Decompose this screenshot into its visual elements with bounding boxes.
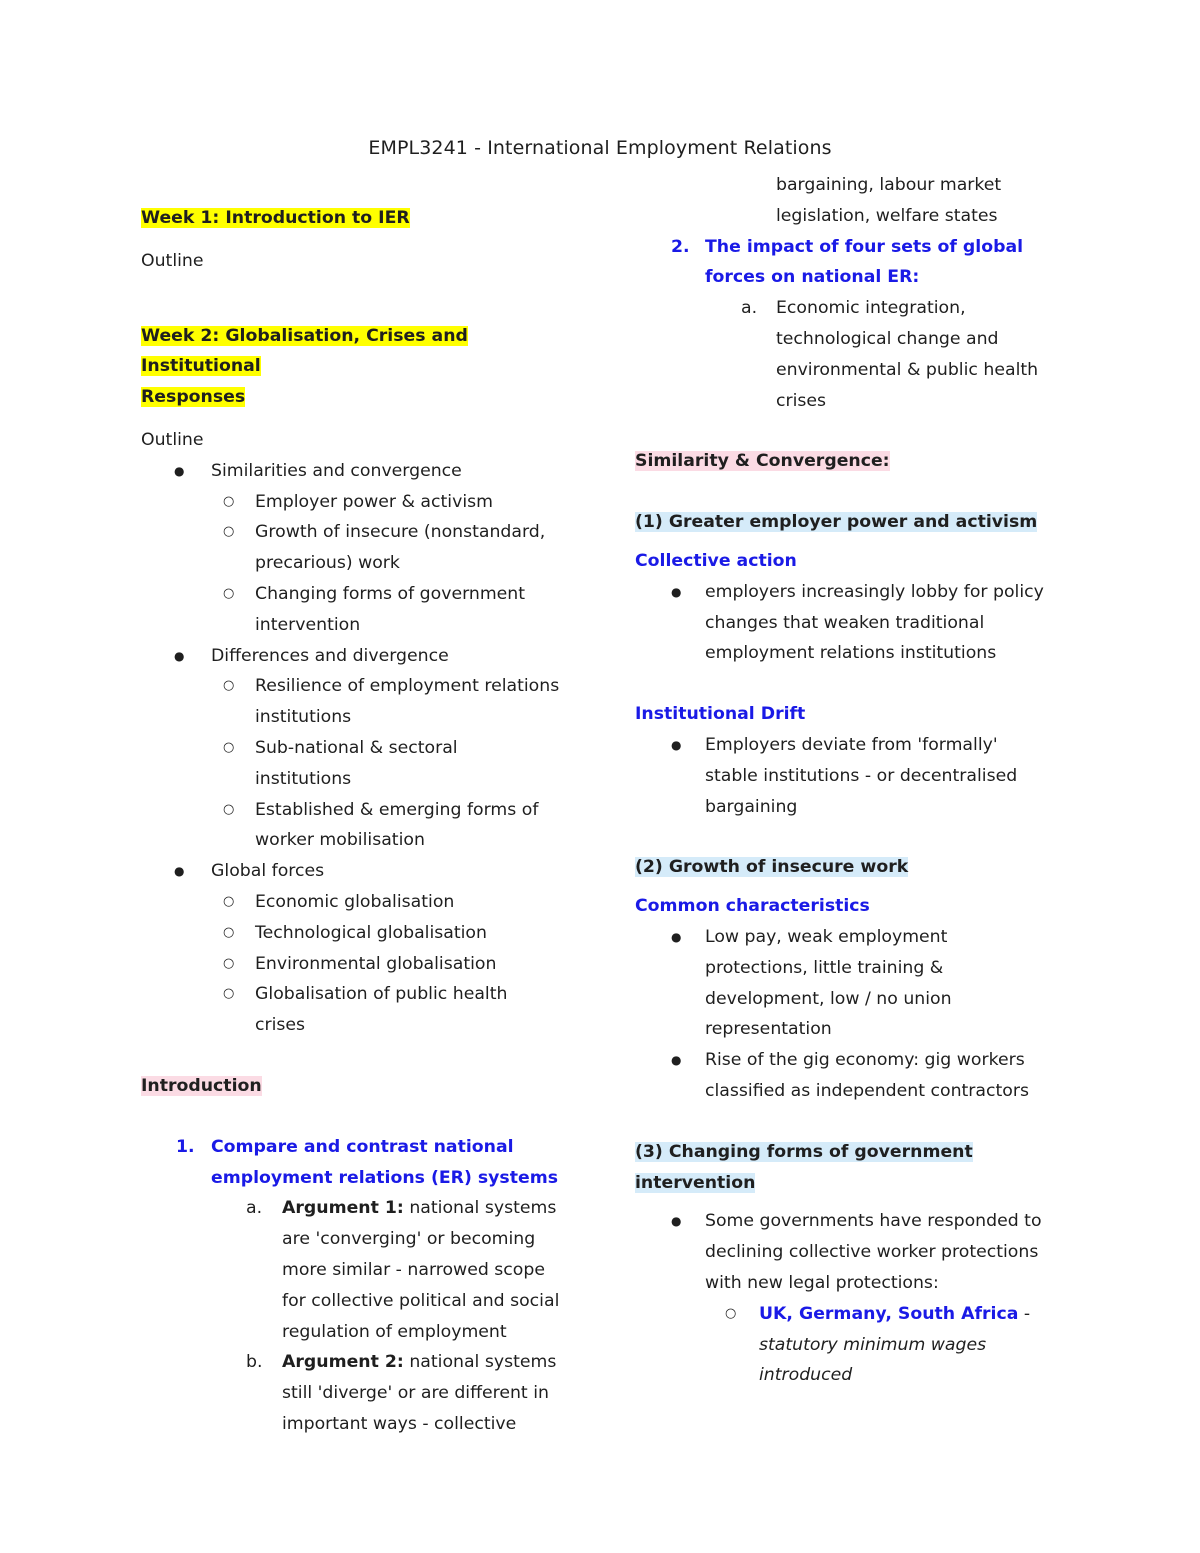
bullet-icon: ● [671, 584, 682, 599]
bullet-icon: ● [671, 1214, 682, 1229]
left-column [141, 203, 581, 1440]
list-item: ○ Economic globalisation [141, 887, 581, 918]
common-characteristics-heading: Common characteristics [635, 896, 870, 917]
circle-bullet-icon: ○ [223, 678, 235, 694]
numbered-item: 2. The impact of four sets of global forces on national ER: [671, 236, 1024, 288]
circle-bullet-icon: ○ [223, 524, 235, 540]
collective-action-heading: Collective action [635, 550, 797, 571]
argument-1: a. Argument 1: national systems are 'converging' or becoming more similar - narrowed scope for collective political and social regulation of employment [246, 1198, 560, 1342]
list-item: ○ Sub-national & sectoral institutions [141, 733, 581, 795]
circle-bullet-icon: ○ [223, 739, 235, 755]
section-heading-2: (2) Growth of insecure work [635, 857, 909, 878]
institutional-drift-heading: Institutional Drift [635, 704, 806, 725]
list-item: ○ Environmental globalisation [141, 949, 581, 980]
list-item: ● Global forces [141, 856, 581, 887]
list-item: ● Differences and divergence [141, 641, 581, 672]
similarity-heading: Similarity & Convergence: [635, 451, 890, 472]
circle-bullet-icon: ○ [223, 493, 235, 509]
page-title: EMPL3241 - International Employment Relations [368, 137, 832, 159]
list-item: ○ Changing forms of government intervention [141, 579, 581, 641]
list-item: ○ Technological globalisation [141, 918, 581, 949]
circle-bullet-icon: ○ [223, 955, 235, 971]
circle-bullet-icon: ○ [223, 893, 235, 909]
list-item: ○ UK, Germany, South Africa - statutory minimum wages introduced [635, 1299, 1065, 1391]
list-item: ● Some governments have responded to declining collective worker protections with new legal protections: [635, 1206, 1065, 1298]
list-item: ○ Established & emerging forms of worker mobilisation [141, 795, 581, 857]
bullet-icon: ● [671, 1053, 682, 1068]
week2-outline: Outline [141, 429, 204, 450]
bullet-icon: ● [174, 648, 185, 663]
list-item: ○ Employer power & activism [141, 487, 581, 518]
argument-2-continued: bargaining, labour market legislation, welfare states [776, 175, 1002, 226]
circle-bullet-icon: ○ [223, 924, 235, 940]
global-forces-item: a. Economic integration, technological change and environmental & public health crises [741, 298, 1039, 411]
week1-heading: Week 1: Introduction to IER [141, 208, 410, 228]
circle-bullet-icon: ○ [223, 801, 235, 817]
list-item: ○ Resilience of employment relations institutions [141, 671, 581, 733]
list-item: ● Rise of the gig economy: gig workers classified as independent contractors [635, 1045, 1065, 1107]
numbered-item: 1. Compare and contrast national employment relations (ER) systems [176, 1136, 558, 1188]
bullet-icon: ● [174, 864, 185, 879]
list-item: ○ Globalisation of public health crises [141, 979, 581, 1041]
week1-outline: Outline [141, 250, 204, 271]
list-item: ○ Growth of insecure (nonstandard, precarious) work [141, 517, 581, 579]
list-item: ● employers increasingly lobby for policy changes that weaken traditional employment relations institutions [635, 577, 1065, 669]
list-item: ● Similarities and convergence [141, 456, 581, 487]
introduction-heading: Introduction [141, 1075, 262, 1096]
circle-bullet-icon: ○ [725, 1305, 737, 1321]
section-heading-3: (3) Changing forms of government intervention [635, 1141, 973, 1193]
argument-2: b. Argument 2: national systems still 'diverge' or are different in important ways - collective [246, 1352, 557, 1434]
bullet-icon: ● [671, 929, 682, 944]
right-column [635, 170, 1065, 1391]
list-item: ● Low pay, weak employment protections, little training & development, low / no union representation [635, 922, 1065, 1045]
list-item: ● Employers deviate from 'formally' stable institutions - or decentralised bargaining [635, 730, 1065, 822]
bullet-icon: ● [671, 737, 682, 752]
circle-bullet-icon: ○ [223, 585, 235, 601]
bullet-icon: ● [174, 463, 185, 478]
week2-heading: Week 2: Globalisation, Crises and Institutional Responses [141, 325, 468, 408]
circle-bullet-icon: ○ [223, 986, 235, 1002]
section-heading-1: (1) Greater employer power and activism [635, 512, 1038, 533]
